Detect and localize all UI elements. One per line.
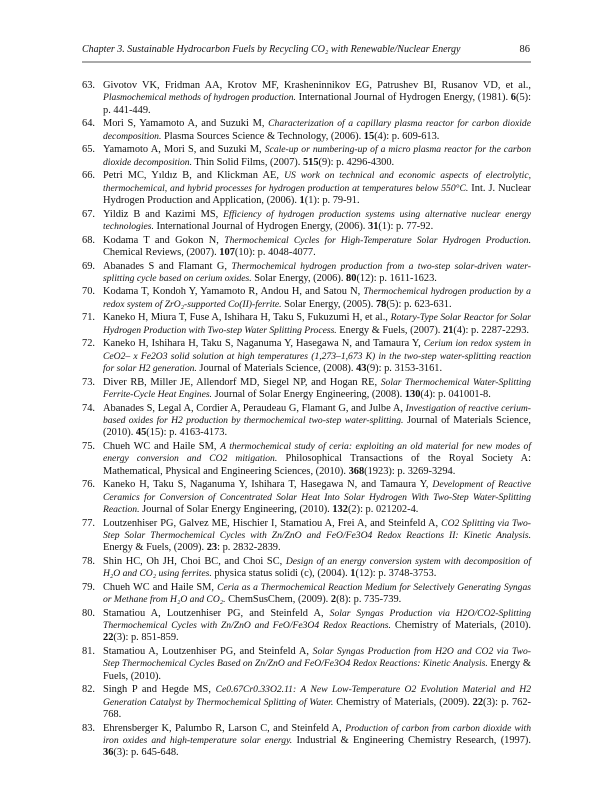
reference-number: 72. (82, 338, 95, 350)
reference-volume: 45 (135, 427, 147, 439)
reference-venue: Int. J. Nuclear Hydrogen Production and Application, (2006). (103, 182, 531, 206)
reference-authors: Petri MC, Yıldız B, and Klickman AE, (103, 170, 285, 182)
reference-authors: Chueh WC and Haile SM, (103, 581, 218, 593)
reference-authors: Yildiz B and Kazimi MS, (103, 208, 224, 220)
reference-pages: (1923): p. 3269-3294. (364, 465, 456, 477)
reference-volume: 43 (356, 363, 367, 375)
reference-venue: Energy & Fuels, (2009). (103, 542, 207, 554)
reference-authors: Loutzenhiser PG, Galvez ME, Hischier I, Stamatiou A, Frei A, and Steinfeld A, (103, 517, 442, 529)
reference-title: US work on technical and economic aspects of electrolytic, thermochemical, and hybrid processes for hydrogen production at temperatures below 550°C. (103, 170, 531, 194)
running-header (82, 44, 530, 58)
reference-volume: 36 (103, 747, 114, 759)
reference-number: 76. (82, 479, 95, 491)
reference-authors: Kodama T and Gokon N, (103, 234, 225, 246)
reference-item (82, 646, 531, 683)
reference-volume: 31 (368, 220, 379, 232)
reference-number: 81. (82, 646, 95, 658)
reference-venue: Chemistry of Materials, (2010). (390, 620, 531, 632)
reference-pages: (12): p. 1611-1623. (356, 272, 437, 284)
reference-volume: 368 (348, 465, 365, 477)
reference-number: 70. (82, 286, 95, 298)
reference-item (82, 518, 531, 555)
reference-title: Thermochemical Cycles for High-Temperature Solar Hydrogen Production. (224, 234, 531, 246)
reference-pages: (4): p. 041001-8. (420, 389, 491, 401)
reference-volume: 78 (375, 298, 387, 310)
reference-authors: Kaneko H, Ishihara H, Taku S, Naganuma Y, Hasegawa N, and Tamaura Y, (103, 338, 424, 350)
reference-venue: ChemSusChem, (2009). (225, 594, 331, 606)
reference-number: 63. (82, 80, 95, 91)
reference-authors: Abanades S and Flamant G, (103, 260, 232, 272)
reference-pages: (2): p. 021202-4. (347, 503, 419, 515)
reference-venue: physica status solidi (c), (2004). (211, 568, 351, 580)
reference-number: 65. (82, 144, 95, 156)
reference-item (82, 377, 531, 402)
reference-venue: International Journal of Hydrogen Energy, (1981). (295, 92, 511, 104)
reference-pages: (9): p. 4296-4300. (318, 156, 395, 168)
reference-item (82, 80, 531, 117)
reference-number: 77. (82, 517, 95, 529)
reference-pages: (12): p. 3748-3753. (355, 568, 437, 580)
reference-authors: Stamatiou A, Loutzenhiser PG, and Steinfeld A, (103, 646, 313, 658)
reference-volume: 23 (206, 542, 218, 554)
reference-authors: Singh P and Hegde MS, (103, 684, 216, 696)
reference-title: Thermochemical hydrogen production by a redox system of ZrO₂-supported Co(II)-ferrite. (103, 286, 531, 310)
reference-item (82, 723, 531, 760)
reference-volume: 1 (299, 194, 305, 206)
reference-volume: 130 (404, 389, 421, 401)
reference-pages: (10): p. 4048-4077. (234, 246, 316, 258)
reference-venue: Journal of Materials Science, (2010). (103, 415, 531, 439)
reference-venue: Thin Solid Films, (2007). (192, 156, 303, 168)
reference-item (82, 286, 531, 311)
reference-item (82, 312, 531, 337)
reference-number: 67. (82, 208, 95, 220)
reference-pages: (1): p. 77-92. (378, 220, 434, 232)
reference-authors: Kaneko H, Taku S, Naganuma Y, Ishihara T, Hasegawa N, and Tamaura Y, (103, 479, 433, 491)
reference-item (82, 209, 531, 234)
reference-volume: 22 (103, 632, 114, 644)
reference-item (82, 608, 531, 645)
reference-item (82, 556, 531, 581)
reference-title: Ceria as a Thermochemical Reaction Medium for Selectively Generating Syngas or Methane from H₂O and CO₂. (103, 581, 531, 606)
reference-pages: : p. 2832-2839. (217, 542, 281, 554)
reference-venue: Energy & Fuels, (2010). (103, 658, 531, 682)
reference-authors: Diver RB, Miller JE, Allendorf MD, Siegel NP, and Hogan RE, (103, 376, 381, 388)
reference-number: 68. (82, 234, 95, 246)
reference-venue: Chemistry of Materials, (2009). (333, 696, 473, 708)
reference-title: A thermochemical study of ceria: exploiting an old material for new modes of energy conversion and CO2 mitigation. (103, 441, 532, 465)
reference-title: Development of Reactive Ceramics for Conversion of Concentrated Solar Heat Into Solar Hydrogen With Two-Step Water-Splitting Reaction. (103, 479, 531, 515)
reference-number: 66. (82, 170, 95, 182)
reference-authors: Givotov VK, Fridman AA, Krotov MF, Krasheninnikov EG, Patrushev BI, Rusanov VD, et al., (103, 80, 531, 91)
reference-title: Production of carbon from carbon dioxide with iron oxides and high-temperature solar energy. (103, 722, 531, 746)
reference-volume: 15 (363, 130, 375, 142)
reference-title: Ce0.67Cr0.33O2.11: A New Low-Temperature O2 Evolution Material and H2 Generation Catalyst by Thermochemical Splitting of Water. (103, 684, 531, 708)
chapter-title: Chapter 3. Sustainable Hydrocarbon Fuels by Recycling CO₂ with Renewable/Nuclear Energy (82, 44, 461, 55)
reference-venue: International Journal of Hydrogen Energy, (2006). (153, 220, 368, 232)
reference-title: Rotary-Type Solar Reactor for Solar Hydrogen Production with Two-step Water Splitting Process. (103, 312, 531, 336)
reference-pages: (15): p. 4163-4173. (146, 427, 228, 439)
reference-venue: Philosophical Transactions of the Royal Society A: Mathematical, Physical and Engineering Sciences, (2010). (103, 453, 531, 477)
reference-volume: 132 (332, 503, 348, 515)
reference-title: Scale-up or numbering-up of a micro plasma reactor for the carbon dioxide decomposition. (103, 144, 531, 168)
reference-title: Characterization of a capillary plasma reactor for carbon dioxide decomposition. (103, 118, 531, 142)
reference-pages: (3): p. 851-859. (113, 632, 179, 644)
reference-venue: Chemical Reviews, (2007). (103, 246, 220, 258)
reference-item (82, 479, 531, 516)
reference-volume: 107 (219, 246, 235, 258)
reference-item (82, 261, 531, 286)
reference-number: 75. (82, 441, 95, 452)
reference-title: Solar Syngas Production from H2O and CO2 via Two-Step Thermochemical Cycles Based on Zn/ZnO and FeO/Fe3O4 Redox Reactions: Kinetic Analysis. (103, 646, 531, 670)
reference-pages: (4): p. 609-613. (374, 130, 440, 142)
reference-number: 78. (82, 555, 95, 567)
reference-number: 64. (82, 118, 95, 130)
reference-venue: Journal of Solar Energy Engineering, (2008). (211, 389, 405, 401)
reference-pages: (3): p. 645-648. (113, 747, 179, 759)
reference-title: CO2 Splitting via Two-Step Solar Thermochemical Cycles with Zn/ZnO and FeO/Fe3O4 Redox Reactions II: Kinetic Analysis. (103, 517, 531, 541)
reference-pages: (9): p. 3153-3161. (366, 363, 443, 375)
reference-item (82, 403, 531, 440)
reference-item (82, 338, 531, 375)
reference-venue: Industrial & Engineering Chemistry Research, (1997). (292, 734, 531, 746)
reference-title: Investigation of reactive cerium-based oxides for H2 production by thermochemical two-step water-splitting. (103, 402, 531, 427)
reference-item (82, 684, 531, 721)
reference-authors: Stamatiou A, Loutzenhiser PG, and Steinfeld A, (103, 607, 330, 619)
reference-title: Thermochemical hydrogen production from a two-step solar-driven water-splitting cycle based on cerium oxides. (103, 260, 531, 284)
reference-pages: (5): p. 441-449. (103, 92, 531, 116)
reference-number: 83. (82, 722, 95, 734)
reference-authors: Mori S, Yamamoto A, and Suzuki M, (103, 118, 269, 130)
reference-title: Solar Syngas Production via H2O/CO2-Splitting Thermochemical Cycles with Zn/ZnO and FeO/Fe3O4 Redox Reactions. (103, 607, 532, 632)
reference-authors: Kaneko H, Miura T, Fuse A, Ishihara H, Taku S, Fukuzumi H, et al., (103, 312, 391, 324)
header-rule (82, 61, 531, 63)
reference-item (82, 118, 531, 143)
reference-title: Cerium ion redox system in CeO2– x Fe2O3 solid solution at high temperatures (1,273–1,673 K) in the two-step water-splitting reaction for solar H2 generation. (103, 338, 531, 375)
reference-item (82, 170, 531, 207)
reference-authors: Kodama T, Kondoh Y, Yamamoto R, Andou H, and Satou N, (103, 286, 364, 298)
reference-number: 82. (82, 684, 95, 696)
reference-authors: Yamamoto A, Mori S, and Suzuki M, (103, 144, 265, 156)
reference-number: 74. (82, 402, 95, 414)
reference-pages: (1): p. 79-91. (304, 194, 360, 206)
reference-venue: Journal of Solar Energy Engineering, (2010). (139, 503, 333, 515)
reference-item (82, 441, 531, 478)
page-number: 86 (519, 44, 530, 55)
reference-authors: Ehrensberger K, Palumbo R, Larson C, and Steinfeld A, (103, 722, 346, 734)
reference-volume: 6 (510, 92, 516, 104)
reference-volume: 2 (330, 594, 337, 606)
reference-number: 73. (82, 376, 95, 388)
reference-pages: (3): p. 762-768. (103, 696, 531, 720)
reference-title: Design of an energy conversion system with decomposition of H₂O and CO₂ using ferrites. (103, 555, 531, 580)
reference-number: 80. (82, 607, 95, 619)
reference-authors: Chueh WC and Haile SM, (103, 441, 221, 452)
reference-venue: Plasma Sources Science & Technology, (2006). (161, 130, 364, 142)
reference-pages: (8): p. 735-739. (336, 594, 402, 606)
reference-item (82, 144, 531, 169)
reference-venue: Solar Energy, (2006). (251, 272, 347, 284)
reference-title: Plasmochemical methods of hydrogen production. (103, 92, 296, 104)
reference-volume: 515 (302, 156, 319, 168)
reference-item (82, 235, 531, 260)
reference-volume: 1 (350, 568, 356, 580)
reference-volume: 22 (472, 696, 484, 708)
reference-pages: (5): p. 623-631. (386, 298, 452, 310)
reference-item (82, 582, 531, 607)
reference-venue: Solar Energy, (2005). (281, 298, 376, 310)
reference-number: 71. (82, 312, 95, 324)
reference-pages: (4): p. 2287-2293. (453, 324, 530, 336)
reference-venue: Journal of Materials Science, (2008). (196, 363, 357, 375)
reference-volume: 21 (443, 324, 454, 336)
reference-volume: 80 (346, 272, 357, 284)
reference-list (82, 80, 531, 761)
reference-title: Efficiency of hydrogen production systems using alternative nuclear energy technologies. (103, 208, 531, 232)
reference-number: 79. (82, 581, 95, 593)
reference-number: 69. (82, 260, 95, 272)
reference-authors: Abanades S, Legal A, Cordier A, Peraudeau G, Flamant G, and Julbe A, (103, 402, 406, 414)
reference-title: Solar Thermochemical Water-Splitting Ferrite-Cycle Heat Engines. (103, 376, 531, 401)
reference-authors: Shin HC, Oh JH, Choi BC, and Choi SC, (103, 555, 286, 567)
reference-venue: Energy & Fuels, (2007). (336, 324, 444, 336)
